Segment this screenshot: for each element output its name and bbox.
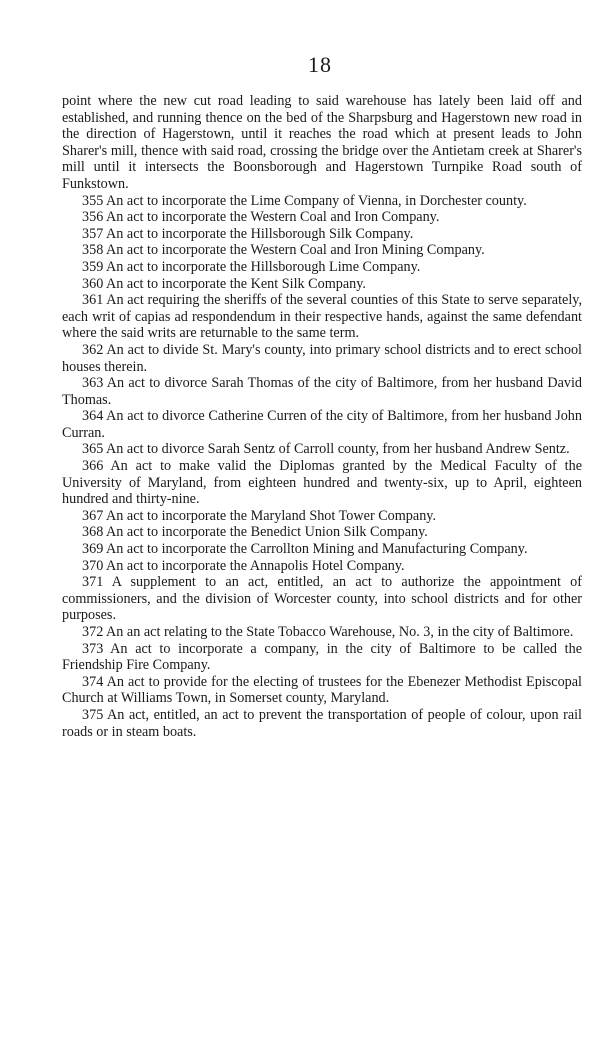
act-372: 372 An an act relating to the State Tobacco Warehouse, No. 3, in the city of Baltimore. <box>82 624 574 640</box>
act-363: 363 An act to divorce Sarah Thomas of the city of Baltimore, from her husband David Thomas. <box>62 375 582 408</box>
act-357: 357 An act to incorporate the Hillsborough Silk Company. <box>82 225 414 242</box>
act-366: 366 An act to make valid the Diplomas granted by the Medical Faculty of the University of Maryland, from eighteen hundred and twenty-six, up to April, eighteen hundred and thirty-nine. <box>62 458 582 508</box>
act-368: 368 An act to incorporate the Benedict Union Silk Company. <box>82 524 428 541</box>
act-360: 360 An act to incorporate the Kent Silk Company. <box>82 275 366 292</box>
act-371: 371 A supplement to an act, entitled, an act to authorize the appointment of commissioners, and the division of Worcester county, into school districts and for other purposes. <box>62 574 582 624</box>
act-374: 374 An act to provide for the electing of trustees for the Ebenezer Methodist Episcopal Church at Williams Town, in Somerset county, Maryland. <box>62 673 582 707</box>
act-359: 359 An act to incorporate the Hillsborough Lime Company. <box>82 258 421 275</box>
act-355: 355 An act to incorporate the Lime Company of Vienna, in Dorchester county. <box>82 192 527 209</box>
act-356: 356 An act to incorporate the Western Coal and Iron Company. <box>82 209 440 226</box>
act-364: 364 An act to divorce Catherine Curren of the city of Baltimore, from her husband John Curran. <box>62 408 582 441</box>
act-358: 358 An act to incorporate the Western Coal and Iron Mining Company. <box>82 242 485 259</box>
act-373: 373 An act to incorporate a company, in the city of Baltimore to be called the Friendship Fire Company. <box>62 640 582 674</box>
act-370: 370 An act to incorporate the Annapolis Hotel Company. <box>82 557 405 574</box>
act-369: 369 An act to incorporate the Carrollton Mining and Manufacturing Company. <box>82 541 528 558</box>
act-362: 362 An act to divide St. Mary's county, into primary school districts and to erect school houses therein. <box>62 341 582 375</box>
page-number: 18 <box>308 52 332 77</box>
act-361: 361 An act requiring the sheriffs of the several counties of this State to serve separately, each writ of capias ad respondendum in their respective hands, against the same defendant where the said writs are returnable to the same term. <box>62 292 582 342</box>
body-text <box>62 93 582 740</box>
act-365: 365 An act to divorce Sarah Sentz of Carroll county, from her husband Andrew Sentz. <box>82 441 570 458</box>
act-367: 367 An act to incorporate the Maryland Shot Tower Company. <box>82 507 437 524</box>
act-375: 375 An act, entitled, an act to prevent the transportation of people of colour, upon rail roads or in steam boats. <box>62 706 582 740</box>
intro-paragraph: point where the new cut road leading to said warehouse has lately been laid off and established, and running thence on the bed of the Sharpsburg and Hagerstown new road in the direction of Hagerstown, until it reaches the road which at present leads to John Sharer's mill, thence with said road, crossing the bridge over the Antietam creek at Sharer's mill until it intersects the Boonsborough and Hagerstown Turnpike Road south of Funkstown. <box>62 93 582 192</box>
